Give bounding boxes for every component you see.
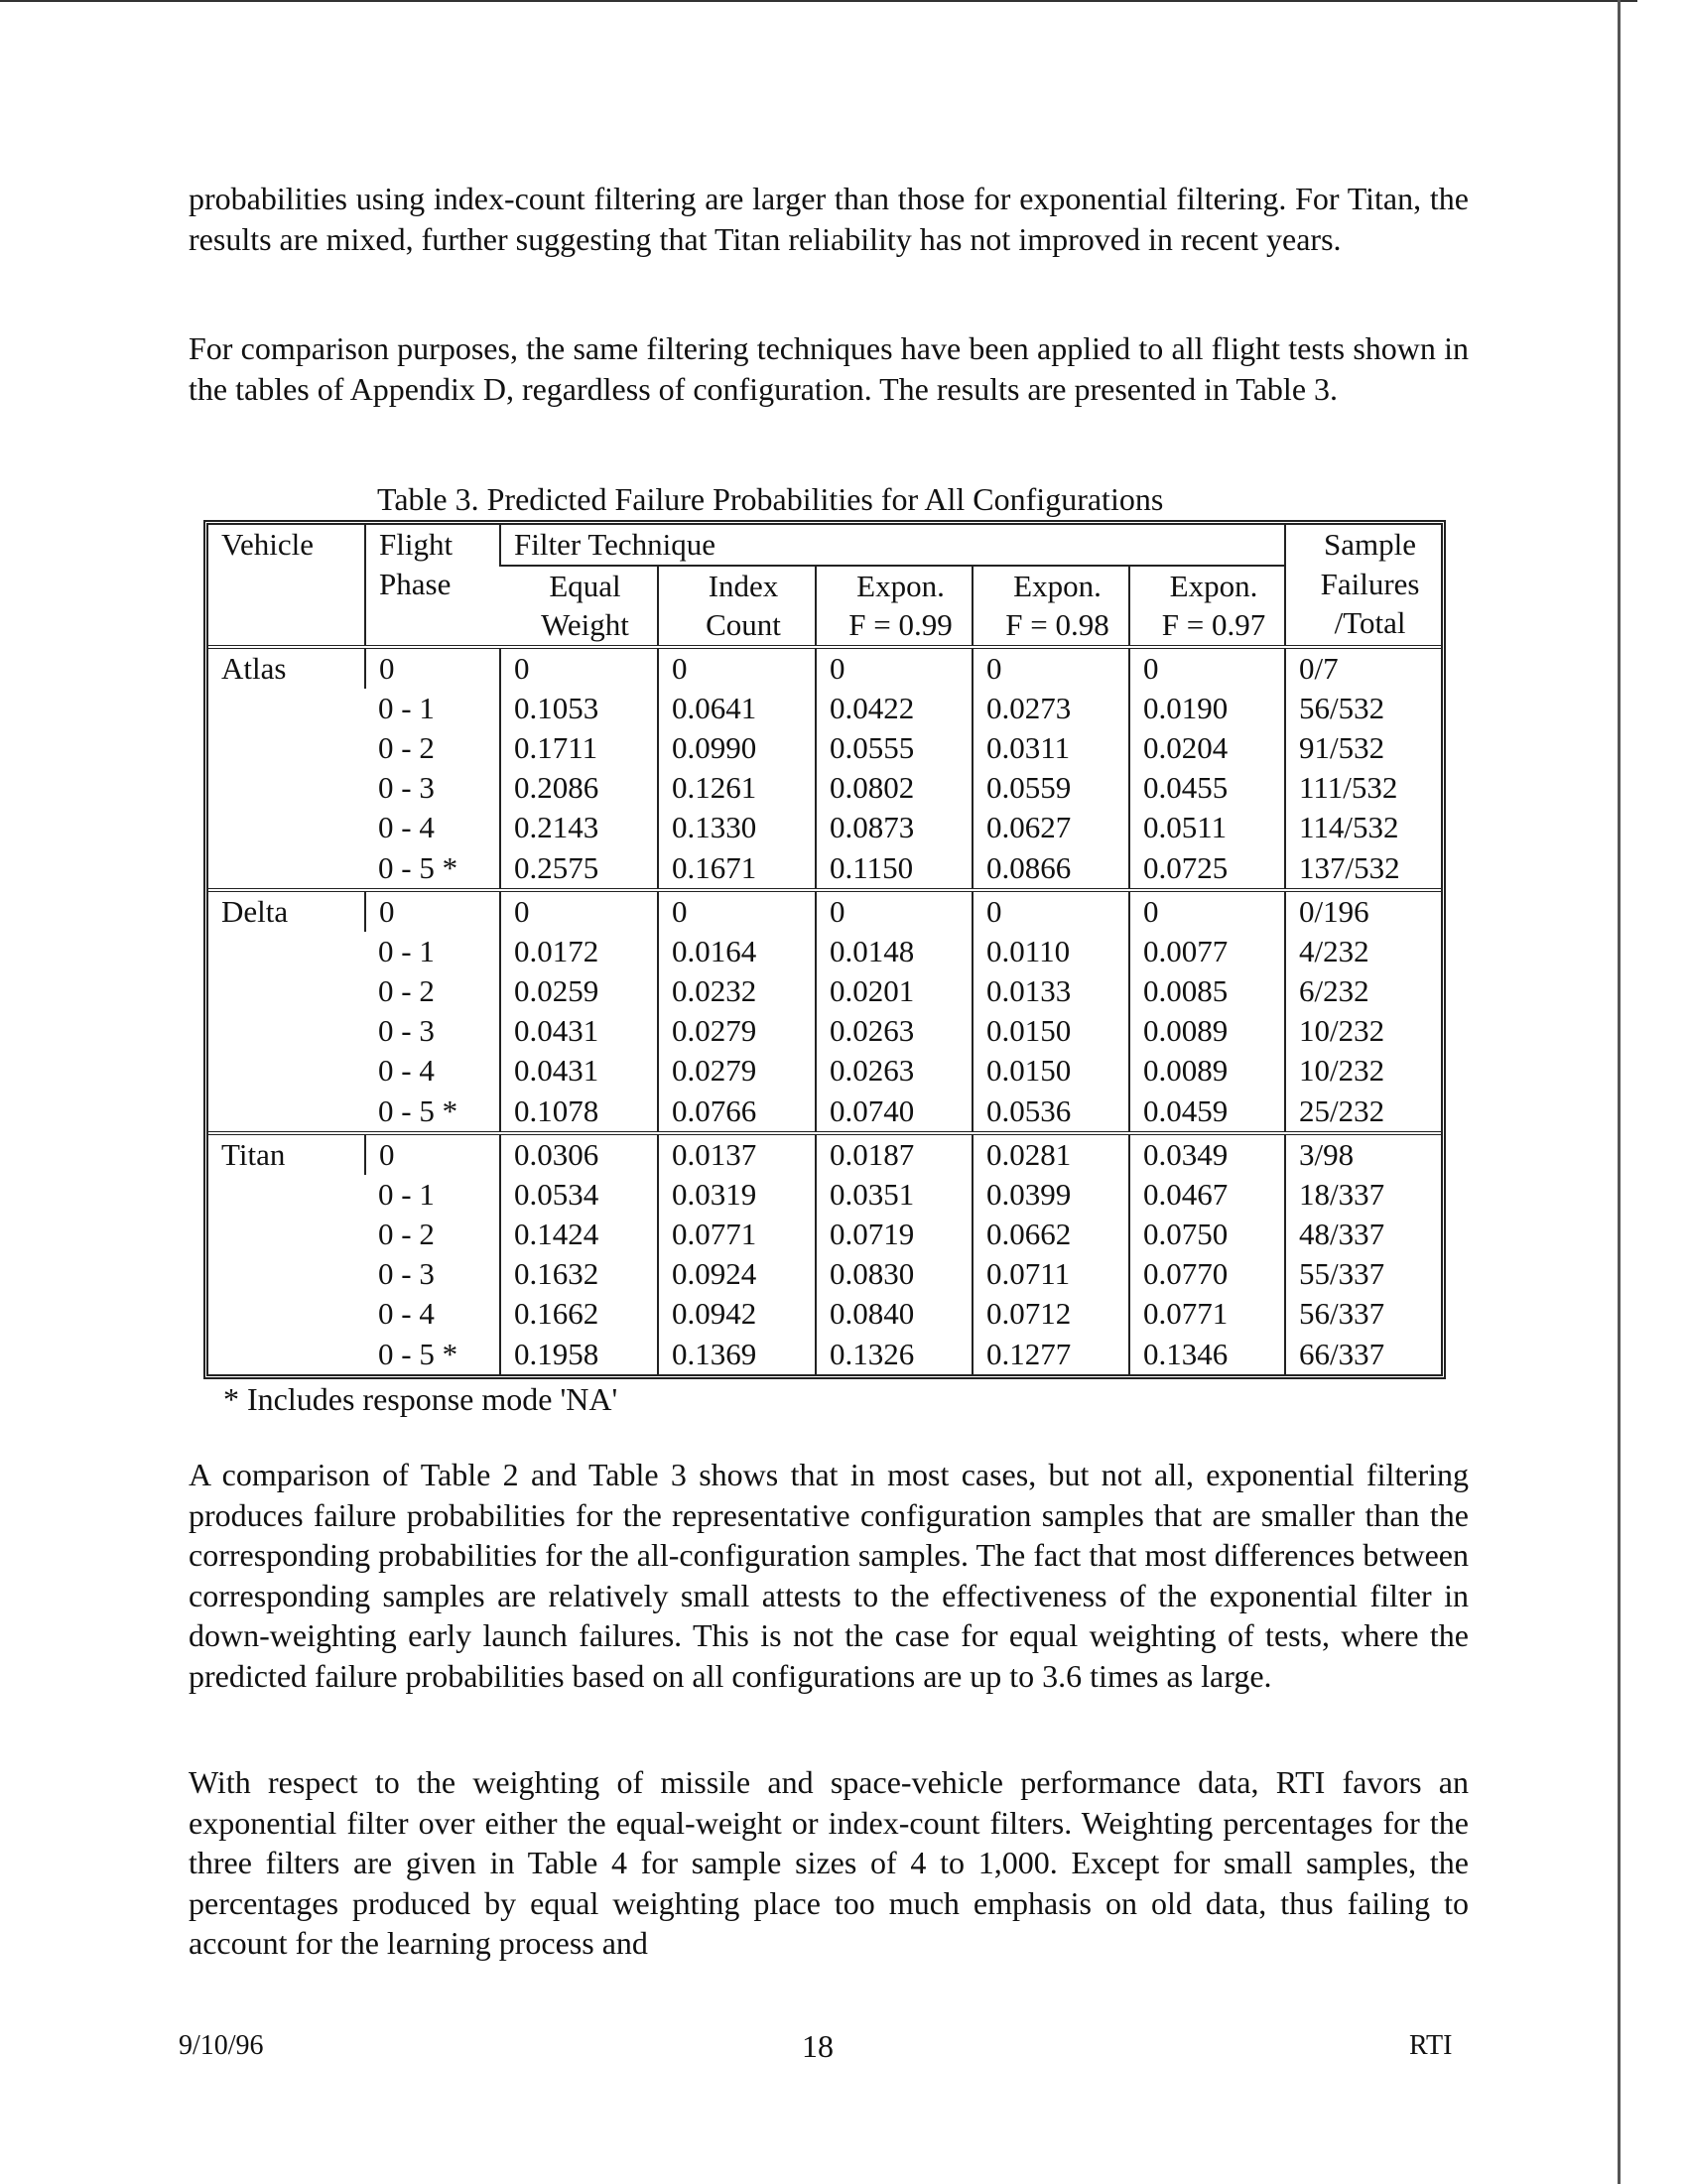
flight-phase-cell: 0 - 5 * [378,1092,458,1128]
probability-cell: 0.0627 [973,808,1129,847]
probability-cell: 0.1261 [658,768,816,808]
vehicle-cell: Atlas [208,647,365,890]
probability-cell: 0.0431 [500,1011,658,1051]
probability-cell: 0.0077 [1129,932,1285,971]
flight-phase-cell: 0 [365,1133,500,1175]
probability-cell: 0 [973,647,1129,689]
header-f-value-label: F = 0.97 [1161,607,1266,643]
sample-failures-cell: 66/337 [1285,1335,1441,1374]
header-expon-label: Expon. [856,568,945,603]
sample-failures-cell: 3/98 [1285,1133,1441,1175]
flight-phase-cell: 0 [365,647,500,689]
probability-cell: 0.0201 [816,971,973,1011]
probability-cell: 0.1078 [500,1092,658,1133]
probability-cell: 0.0455 [1129,768,1285,808]
header-sample-label: Sample [1324,527,1417,562]
probability-cell: 0.0137 [658,1133,816,1175]
table-row [208,1133,1441,1175]
probability-cell: 0.2575 [500,848,658,890]
probability-cell: 0.0311 [973,728,1129,768]
sample-failures-cell: 137/532 [1285,848,1441,890]
header-expon-099 [816,566,973,647]
probability-cell: 0.0279 [658,1051,816,1091]
probability-cell: 0.0150 [973,1011,1129,1051]
sample-failures-cell: 0/196 [1285,890,1441,932]
table-row [208,1051,1441,1091]
table-row [208,1092,1441,1133]
header-vehicle [208,525,365,647]
probability-cell: 0.0802 [816,768,973,808]
sample-failures-cell: 111/532 [1285,768,1441,808]
sample-failures-cell: 56/532 [1285,689,1441,728]
sample-failures-cell: 48/337 [1285,1215,1441,1254]
flight-phase-cell: 0 - 4 [378,810,435,845]
probability-cell: 0.0740 [816,1092,973,1133]
header-index-count [658,566,816,647]
table-row [208,1254,1441,1294]
header-expon-label: Expon. [1169,568,1258,603]
probability-cell: 0 [500,890,658,932]
table-row [208,890,1441,932]
table-row [208,1294,1441,1334]
probability-cell: 0.0431 [500,1051,658,1091]
probability-cell: 0.0351 [816,1175,973,1215]
probability-cell: 0.0771 [658,1215,816,1254]
probability-cell: 0.0263 [816,1051,973,1091]
probability-cell: 0.0133 [973,971,1129,1011]
probability-cell: 0.2143 [500,808,658,847]
paragraph-weighting-filters: With respect to the weighting of missile and space-vehicle performance data, RTI favors an exponential filter over either the equal-weight or index-count filters. Weighting percentages for the three filters are given in Table 4 for sample sizes of 4 to 1,000. Except for small samples, the percentages produced by equal weighting place too much emphasis on old data, thus failing to account for the learning process and [189,1764,1469,1961]
footer-date: 9/10/96 [179,2030,264,2061]
probability-cell: 0.0641 [658,689,816,728]
probability-cell: 0.0840 [816,1294,973,1334]
table-caption: Table 3. Predicted Failure Probabilities for All Configurations [377,481,1164,517]
probability-cell: 0.0942 [658,1294,816,1334]
header-count-label: Count [706,607,781,643]
page-right-edge [1618,0,1621,2184]
probability-cell: 0.0770 [1129,1254,1285,1294]
table-row [208,647,1441,689]
probability-cell: 0.0873 [816,808,973,847]
probability-cell: 0.0924 [658,1254,816,1294]
header-vehicle-label: Vehicle [221,527,314,562]
flight-phase-cell: 0 - 3 [378,1013,435,1049]
flight-phase-cell: 0 - 3 [378,1256,435,1292]
probability-cell: 0.0306 [500,1133,658,1175]
sample-failures-cell: 6/232 [1285,971,1441,1011]
sample-failures-cell: 25/232 [1285,1092,1441,1133]
probability-cell: 0 [1129,890,1285,932]
header-expon-label: Expon. [1013,568,1102,603]
paragraph-comparison-purposes: For comparison purposes, the same filtering techniques have been applied to all flight tests shown in the tables of Appendix D, regardless of configuration. The results are presented in Table 3. [189,330,1469,407]
flight-phase-cell: 0 - 2 [378,730,435,766]
table-row [208,768,1441,808]
vehicle-cell: Titan [208,1133,365,1374]
sample-failures-cell: 10/232 [1285,1051,1441,1091]
probability-cell: 0.0319 [658,1175,816,1215]
sample-failures-cell: 4/232 [1285,932,1441,971]
sample-failures-cell: 0/7 [1285,647,1441,689]
probability-cell: 0.0204 [1129,728,1285,768]
probability-cell: 0.0172 [500,932,658,971]
table-row [208,1335,1441,1374]
failure-probabilities-table [203,520,1446,1379]
probability-cell: 0.0232 [658,971,816,1011]
probability-cell: 0.0164 [658,932,816,971]
probability-cell: 0.1277 [973,1335,1129,1374]
header-flight-phase [365,525,500,647]
flight-phase-cell: 0 - 3 [378,770,435,806]
header-total-label: /Total [1334,605,1406,641]
header-weight-label: Weight [541,607,629,643]
probability-cell: 0.0559 [973,768,1129,808]
probability-cell: 0.0712 [973,1294,1129,1334]
table-row [208,728,1441,768]
probability-cell: 0.0459 [1129,1092,1285,1133]
header-f-value-label: F = 0.99 [848,607,953,643]
probability-cell: 0 [973,890,1129,932]
flight-phase-cell: 0 - 4 [378,1296,435,1332]
probability-cell: 0.0148 [816,932,973,971]
probability-cell: 0.1326 [816,1335,973,1374]
probability-cell: 0.0536 [973,1092,1129,1133]
probability-cell: 0.0089 [1129,1011,1285,1051]
probability-cell: 0.0263 [816,1011,973,1051]
sample-failures-cell: 91/532 [1285,728,1441,768]
probability-cell: 0.0725 [1129,848,1285,890]
probability-cell: 0.0150 [973,1051,1129,1091]
probability-cell: 0.1053 [500,689,658,728]
header-equal-weight [500,566,658,647]
probability-cell: 0.1662 [500,1294,658,1334]
flight-phase-cell: 0 - 1 [378,1176,435,1212]
probability-cell: 0.0511 [1129,808,1285,847]
table-body [208,647,1441,1374]
probability-cell: 0.1958 [500,1335,658,1374]
header-index-label: Index [708,568,779,603]
probability-cell: 0.0467 [1129,1175,1285,1215]
probability-cell: 0.1150 [816,848,973,890]
sample-failures-cell: 56/337 [1285,1294,1441,1334]
probability-cell: 0.0279 [658,1011,816,1051]
probability-cell: 0.0830 [816,1254,973,1294]
flight-phase-cell: 0 - 2 [378,1217,435,1252]
probability-cell: 0.1330 [658,808,816,847]
probability-cell: 0.1369 [658,1335,816,1374]
probability-cell: 0 [500,647,658,689]
probability-cell: 0.0273 [973,689,1129,728]
table-row [208,1011,1441,1051]
paragraph-titan-results: probabilities using index-count filtering are larger than those for exponential filtering. For Titan, the results are mixed, further suggesting that Titan reliability has not improved in recent years. [189,181,1469,257]
table-row [208,1215,1441,1254]
table-row [208,808,1441,847]
footer-organization: RTI [1409,2030,1453,2061]
probability-cell: 0.0534 [500,1175,658,1215]
probability-cell: 0.0555 [816,728,973,768]
probability-cell: 0.2086 [500,768,658,808]
probability-cell: 0.1671 [658,848,816,890]
sample-failures-cell: 10/232 [1285,1011,1441,1051]
probability-cell: 0.0259 [500,971,658,1011]
probability-cell: 0.0866 [973,848,1129,890]
table-row [208,689,1441,728]
flight-phase-cell: 0 - 5 * [378,1336,458,1371]
probability-cell: 0 [816,647,973,689]
probability-cell: 0.0399 [973,1175,1129,1215]
flight-phase-cell: 0 - 5 * [378,849,458,885]
probability-cell: 0.0990 [658,728,816,768]
probability-cell: 0.0422 [816,689,973,728]
probability-cell: 0.1346 [1129,1335,1285,1374]
sample-failures-cell: 55/337 [1285,1254,1441,1294]
probability-cell: 0.0662 [973,1215,1129,1254]
flight-phase-cell: 0 - 4 [378,1053,435,1089]
probability-cell: 0.1711 [500,728,658,768]
probability-cell: 0.0190 [1129,689,1285,728]
table-footnote: * Includes response mode 'NA' [223,1381,618,1417]
probability-cell: 0 [1129,647,1285,689]
footer-page-number: 18 [802,2028,834,2064]
probability-cell: 0.1424 [500,1215,658,1254]
table-row [208,1175,1441,1215]
page-top-rule [0,0,1637,2]
header-failures-label: Failures [1320,566,1420,601]
header-equal-label: Equal [549,568,621,603]
table-row [208,971,1441,1011]
sample-failures-cell: 18/337 [1285,1175,1441,1215]
probability-cell: 0.0711 [973,1254,1129,1294]
probability-cell: 0 [658,647,816,689]
probability-cell: 0.0187 [816,1133,973,1175]
paragraph-table-comparison: A comparison of Table 2 and Table 3 shows that in most cases, but not all, exponential filtering produces failure probabilities for the representative configuration samples that are smaller than the corresponding probabilities for the all-configuration samples. The fact that most differences between corresponding samples are relatively small attests to the effectiveness of the exponential filter in down-weighting early launch failures. This is not the case for equal weighting of tests, where the predicted failure probabilities based on all configurations are up to 3.6 times as large. [189,1457,1469,1694]
probability-cell: 0.0349 [1129,1133,1285,1175]
header-phase-label: Phase [379,566,452,601]
probability-cell: 0.0281 [973,1133,1129,1175]
header-filter-technique: Filter Technique [500,525,1285,566]
table-row [208,848,1441,890]
probability-cell: 0 [816,890,973,932]
probability-cell: 0.0085 [1129,971,1285,1011]
probability-cell: 0.0750 [1129,1215,1285,1254]
probability-cell: 0.0766 [658,1092,816,1133]
probability-cell: 0.0110 [973,932,1129,971]
probability-cell: 0.0089 [1129,1051,1285,1091]
flight-phase-cell: 0 [365,890,500,932]
table-grid [208,525,1441,1374]
header-flight-label: Flight [379,527,454,562]
header-f-value-label: F = 0.98 [1005,607,1109,643]
flight-phase-cell: 0 - 1 [378,933,435,968]
probability-cell: 0.1632 [500,1254,658,1294]
flight-phase-cell: 0 - 2 [378,973,435,1009]
flight-phase-cell: 0 - 1 [378,690,435,725]
table-row [208,932,1441,971]
vehicle-cell: Delta [208,890,365,1133]
header-expon-098 [973,566,1129,647]
probability-cell: 0.0771 [1129,1294,1285,1334]
header-sample-failures [1285,525,1441,647]
probability-cell: 0.0719 [816,1215,973,1254]
probability-cell: 0 [658,890,816,932]
header-expon-097 [1129,566,1285,647]
sample-failures-cell: 114/532 [1285,808,1441,847]
